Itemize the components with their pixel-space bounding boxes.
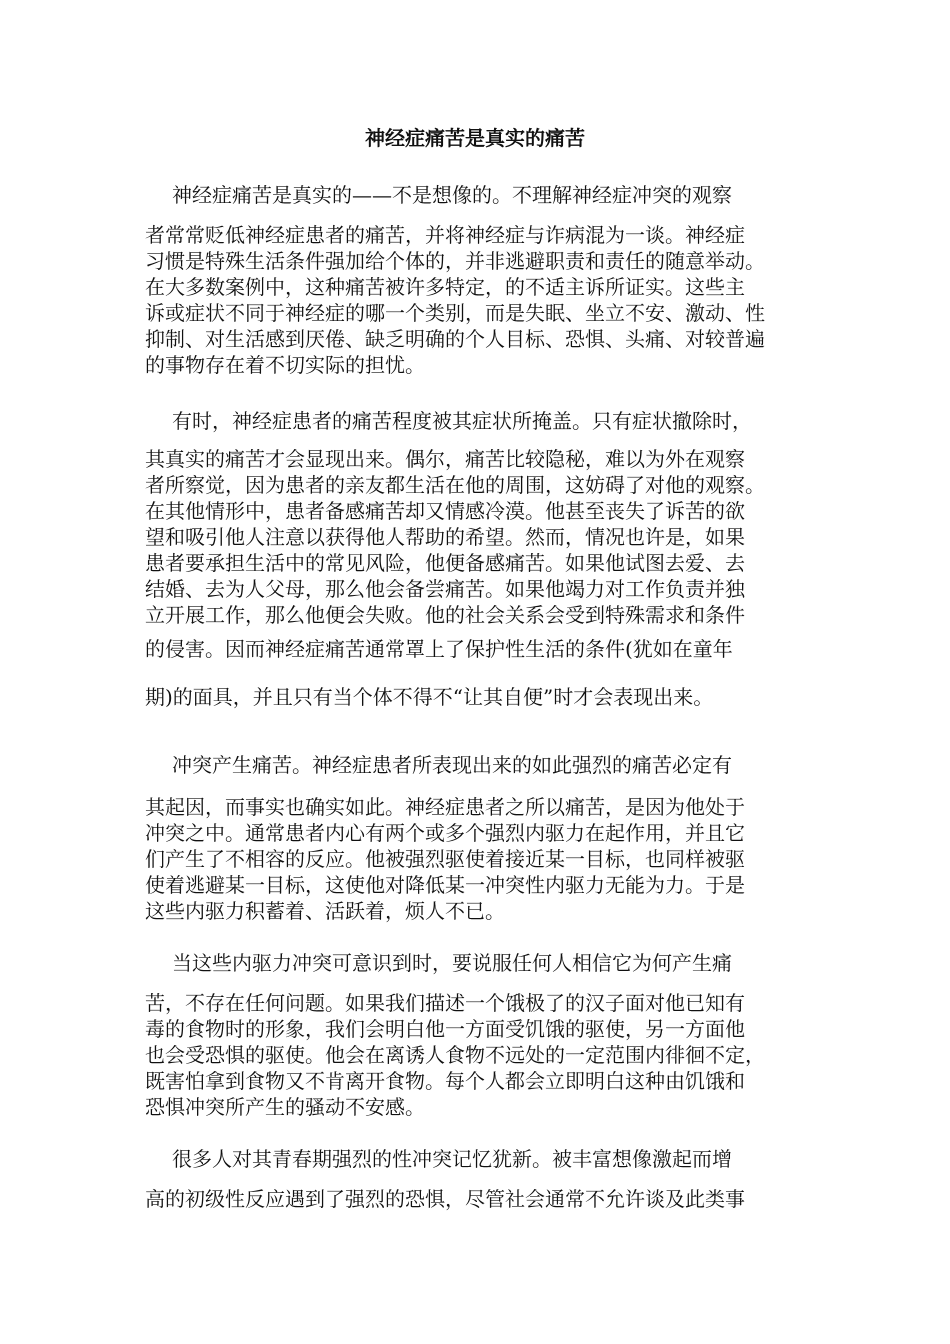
text-line: 者所察觉，因为患者的亲友都生活在他的周围，这妨碍了对他的观察。 [145,473,765,497]
text-line: 立开展工作，那么他便会失败。他的社会关系会受到特殊需求和条件 [145,603,745,627]
text-line: 这些内驱力积蓄着、活跃着，烦人不已。 [145,899,505,923]
page-title: 神经症痛苦是真实的痛苦 [365,126,585,150]
text-line: 结婚、去为人父母，那么他会备尝痛苦。如果他竭力对工作负责并独 [145,577,745,601]
text-line: 的侵害。因而神经症痛苦通常罩上了保护性生活的条件(犹如在童年 [145,637,733,661]
text-line: 当这些内驱力冲突可意识到时，要说服任何人相信它为何产生痛 [172,951,732,975]
text-line: 期)的面具，并且只有当个体不得不“让其自便”时才会表现出来。 [145,685,714,709]
text-line: 神经症痛苦是真实的——不是想像的。不理解神经症冲突的观察 [172,183,732,207]
text-line: 抑制、对生活感到厌倦、缺乏明确的个人目标、恐惧、头痛、对较普遍 [145,327,765,351]
text-line: 其真实的痛苦才会显现出来。偶尔，痛苦比较隐秘，难以为外在观察 [145,447,745,471]
text-line: 患者要承担生活中的常见风险，他便备感痛苦。如果他试图去爱、去 [145,551,745,575]
text-line: 在其他情形中，患者备感痛苦却又情感冷漠。他甚至丧失了诉苦的欲 [145,499,745,523]
text-line: 高的初级性反应遇到了强烈的恐惧，尽管社会通常不允许谈及此类事 [145,1187,745,1211]
text-line: 者常常贬低神经症患者的痛苦，并将神经症与诈病混为一谈。神经症 [145,223,745,247]
text-line: 很多人对其青春期强烈的性冲突记忆犹新。被丰富想像激起而增 [172,1147,732,1171]
text-line: 也会受恐惧的驱使。他会在离诱人食物不远处的一定范围内徘徊不定， [145,1043,765,1067]
text-line: 冲突之中。通常患者内心有两个或多个强烈内驱力在起作用，并且它 [145,821,745,845]
text-line: 习惯是特殊生活条件强加给个体的，并非逃避职责和责任的随意举动。 [145,249,765,273]
text-line: 诉或症状不同于神经症的哪一个类别，而是失眠、坐立不安、激动、性 [145,301,765,325]
text-line: 们产生了不相容的反应。他被强烈驱使着接近某一目标，也同样被驱 [145,847,745,871]
text-line: 其起因，而事实也确实如此。神经症患者之所以痛苦，是因为他处于 [145,795,745,819]
text-line: 苦，不存在任何问题。如果我们描述一个饿极了的汉子面对他已知有 [145,991,745,1015]
text-line: 有时，神经症患者的痛苦程度被其症状所掩盖。只有症状撤除时， [172,409,752,433]
text-line: 毒的食物时的形象，我们会明白他一方面受饥饿的驱使，另一方面他 [145,1017,745,1041]
text-line: 在大多数案例中，这种痛苦被许多特定，的不适主诉所证实。这些主 [145,275,745,299]
text-line: 既害怕拿到食物又不肯离开食物。每个人都会立即明白这种由饥饿和 [145,1069,745,1093]
text-line: 望和吸引他人注意以获得他人帮助的希望。然而，情况也许是，如果 [145,525,745,549]
text-line: 的事物存在着不切实际的担忧。 [145,353,425,377]
text-line: 冲突产生痛苦。神经症患者所表现出来的如此强烈的痛苦必定有 [172,753,732,777]
text-line: 使着逃避某一目标，这使他对降低某一冲突性内驱力无能为力。于是 [145,873,745,897]
text-line: 恐惧冲突所产生的骚动不安感。 [145,1095,425,1119]
